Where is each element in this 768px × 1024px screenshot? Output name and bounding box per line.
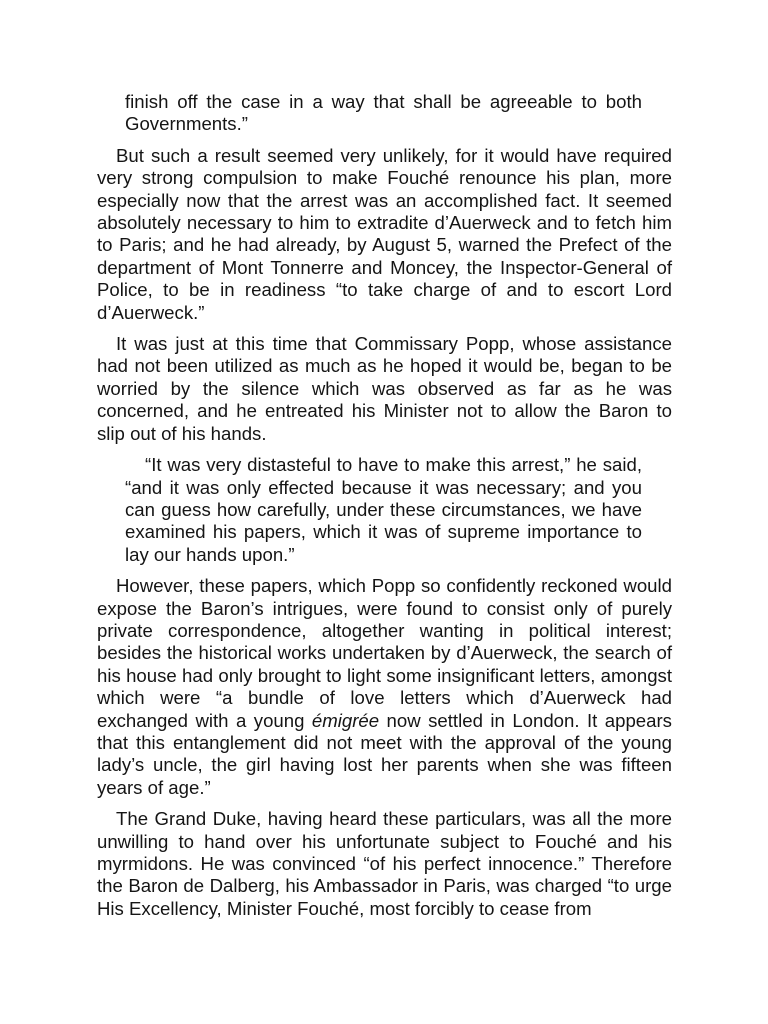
papers-text-before: However, these papers, which Popp so confidently reckoned would expose the Baron’s intrigues, were found to consist only of purely private correspondence, altogether wanting in political interest; besides the historical works undertaken by d’Auerweck, the search of his house had only brought to light some insignificant letters, amongst which were “a bundle of love letters which d’Auerweck had exchanged with a young: [97, 575, 672, 731]
paragraph-commissary-popp: It was just at this time that Commissary Popp, whose assistance had not been utilized as much as he hoped it would be, began to be worried by the silence which was observed as far as he was concerned, and he entreated his Minister not to allow the Baron to slip out of his hands.: [97, 333, 672, 444]
paragraph-papers: [97, 575, 672, 799]
papers-text-after: now settled in London. It appears that this entanglement did not meet with the approval of the young lady’s uncle, the girl having lost her parents when she was fifteen years of age.”: [97, 709, 672, 798]
quote-continuation: finish off the case in a way that shall be agreeable to both Governments.”: [125, 91, 642, 135]
paragraph-extradition: But such a result seemed very unlikely, for it would have required very strong compulsion to make Fouché renounce his plan, more especially now that the arrest was an accomplished fact. It seemed absolutely necessary to him to extradite d’Auerweck and to fetch him to Paris; and he had already, by August 5, warned the Prefect of the department of Mont Tonnerre and Moncey, the Inspector-General of Police, to be in readiness “to take charge of and to escort Lord d’Auerweck.”: [97, 144, 672, 323]
paragraph-grand-duke: The Grand Duke, having heard these particulars, was all the more unwilling to hand over his unfortunate subject to Fouché and his myrmidons. He was convinced “of his perfect innocence.” Therefore the Baron de Dalberg, his Ambassador in Paris, was charged “to urge His Excellency, Minister Fouché, most forcibly to cease from: [97, 808, 672, 919]
page-body: [97, 91, 672, 929]
quote-popp: “It was very distasteful to have to make this arrest,” he said, “and it was only effected because it was necessary; and you can guess how carefully, under these circumstances, we have examined his papers, which it was of supreme importance to lay our hands upon.”: [125, 454, 642, 565]
emigree-italic: émigrée: [311, 709, 380, 731]
